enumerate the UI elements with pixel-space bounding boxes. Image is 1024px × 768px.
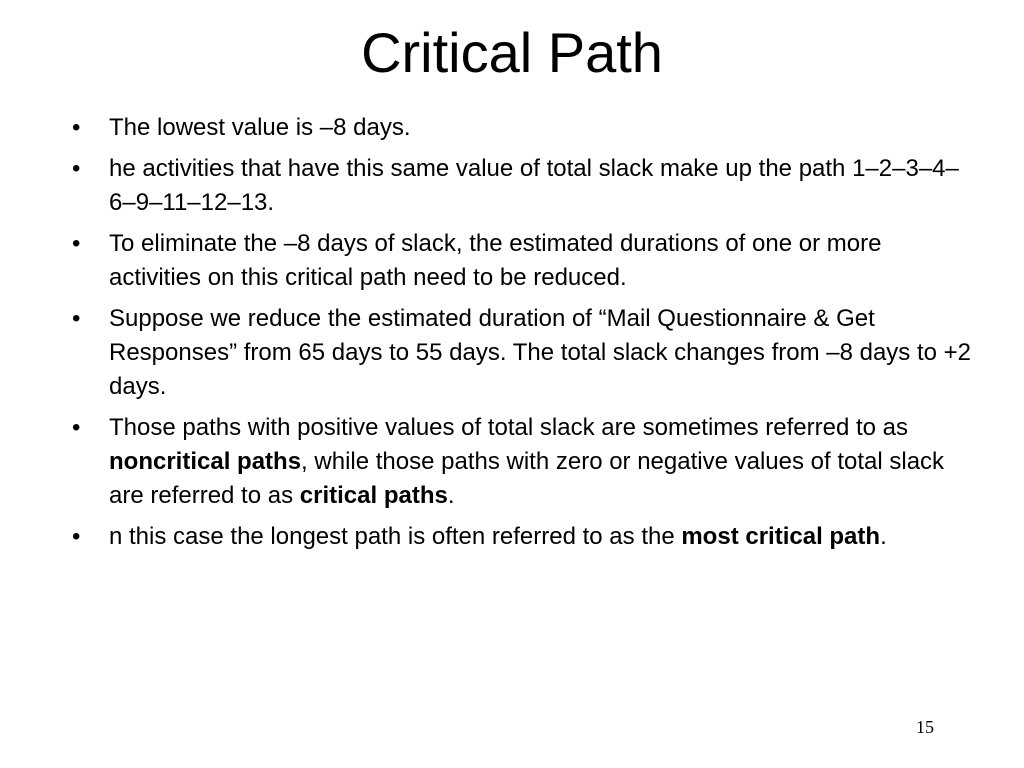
slide-title: Critical Path bbox=[361, 21, 663, 84]
bullet-text-segment: , while those paths with zero or negative values of total slack are referred to as bbox=[109, 448, 945, 509]
bullet-item-reduce-duration bbox=[72, 302, 972, 404]
bullet-text bbox=[109, 523, 887, 550]
bullet-dot-icon: • bbox=[72, 155, 81, 182]
bullet-item-same-slack-path bbox=[72, 152, 972, 220]
bullet-text-segment: . bbox=[880, 523, 887, 550]
bullet-text-segment: Those paths with positive values of total slack are sometimes referred to as bbox=[109, 414, 909, 441]
bullet-dot-icon: • bbox=[72, 305, 81, 332]
bullet-item-most-critical-path bbox=[72, 520, 972, 554]
bullet-text: The lowest value is –8 days. bbox=[109, 114, 411, 141]
bullet-list bbox=[72, 111, 972, 561]
bullet-dot-icon: • bbox=[72, 523, 81, 550]
bullet-text-segment: n this case the longest path is often referred to as the bbox=[109, 523, 682, 550]
bold-term-critical-paths: critical paths bbox=[299, 482, 448, 509]
slide-page-number: 15 bbox=[916, 717, 934, 737]
bullet-dot-icon: • bbox=[72, 230, 81, 257]
bullet-text bbox=[109, 414, 944, 509]
bullet-text: Suppose we reduce the estimated duration of “Mail Questionnaire & Get Responses” from 65 days to 55 days. The total slack changes from –8 days to +2 days. bbox=[109, 305, 972, 400]
bullet-text-segment: . bbox=[447, 482, 455, 509]
bullet-item-eliminate-slack bbox=[72, 227, 972, 295]
bold-term-most-critical-path: most critical path bbox=[681, 523, 881, 550]
bold-term-noncritical-paths: noncritical paths bbox=[109, 448, 302, 475]
bullet-text: To eliminate the –8 days of slack, the estimated durations of one or more activities on this critical path need to be reduced. bbox=[109, 230, 882, 291]
bullet-item-lowest-value bbox=[72, 111, 972, 145]
bullet-dot-icon: • bbox=[72, 414, 81, 441]
bullet-text: he activities that have this same value of total slack make up the path 1–2–3–4–6–9–11–12–13. bbox=[109, 155, 959, 216]
bullet-dot-icon: • bbox=[72, 114, 81, 141]
bullet-item-noncritical-paths bbox=[72, 411, 972, 513]
